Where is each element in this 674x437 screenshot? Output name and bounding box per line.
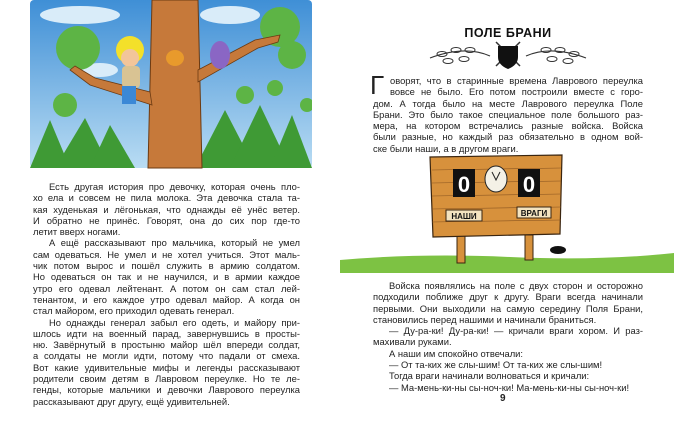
page-number: 9 xyxy=(500,393,506,404)
text-line: утро его одевал лейтенант. А потом он сам стал лей- xyxy=(33,282,300,294)
text-line: Тогда враги начинали волноваться и кричали: xyxy=(389,370,590,382)
text-line: Вот какие удивительные мифы и легенды рассказывают xyxy=(33,361,300,373)
enemy-label: ВРАГИ xyxy=(520,209,548,218)
text-line: махивали руками. xyxy=(373,336,452,348)
text-line: становились перед нашими и начинали браниться. xyxy=(373,313,597,325)
boy-in-tree-illustration xyxy=(30,0,312,170)
text-line: — Ма-мень-ки-ны сы-ноч-ки! Ма-мень-ки-ны сы-ноч-ки! xyxy=(389,381,630,393)
text-line: мера, на котором встречались разные войска. Войска xyxy=(373,120,643,132)
text-line: А наши им спокойно отвечали: xyxy=(389,347,524,359)
text-line: — От та-ких же слы-шим! От та-ких же слы-шим! xyxy=(389,359,603,371)
text-line: Но однажды генерал забыл его одеть, и майору при- xyxy=(49,316,300,328)
battle-text xyxy=(373,280,643,393)
text-line: Войска появлялись на поле с двух сторон и осторожно xyxy=(389,280,643,291)
text-line: летит вверх ногами. xyxy=(33,226,121,238)
text-line: ске были наши, а в другом враги. xyxy=(373,142,519,154)
text-line: тенантом, и его каждое утро одевал майор. А когда он xyxy=(33,293,300,305)
text-line: подходили поближе друг к другу. Враги всегда начинали xyxy=(373,291,643,303)
text-line: Но одеваться он так и не научился, и в армии каждое xyxy=(33,271,300,283)
text-line: ню. Завёрнутый в простыню майор шёл впереди солдат, xyxy=(33,339,300,351)
text-line: родители своим детям в Лавровом переулке. Но те ле- xyxy=(33,373,300,385)
left-page-text xyxy=(33,181,300,407)
text-line: — Ду-ра-ки! Ду-ра-ки! — кричали враги хором. И раз- xyxy=(389,325,643,337)
text-line: первыми. Они выходили на самую середину Поля Брани, xyxy=(373,302,643,314)
text-line: шлось идти на военный парад, завернувшись в просты- xyxy=(33,327,300,339)
text-line: вовсе не было. Его потом построили вместе с горо- xyxy=(390,86,643,98)
our-score: 0 xyxy=(457,172,471,197)
text-line: а солдаты не могли идти, потому что падали от смеха. xyxy=(33,350,300,362)
shield-swords-ornament xyxy=(420,40,596,70)
text-line: А ещё рассказывают про мальчика, который не умел xyxy=(49,237,300,249)
our-label: НАШИ xyxy=(451,212,477,221)
text-line: генды, которые мальчики и девочки Лаврового переулка xyxy=(33,384,300,396)
enemy-score: 0 xyxy=(522,172,536,197)
text-line: дом. А тогда было на месте Лаврового переулка Поле xyxy=(373,97,643,109)
drop-cap: Г xyxy=(370,70,385,100)
text-line: И обратно не принёс. Говорят, она до сих пор где-то xyxy=(33,214,300,226)
text-line: оворят, что в старинные времена Лаврового переулка xyxy=(390,75,643,86)
text-line: кая худенькая и лёгонькая, что однажды её унёс ветер. xyxy=(33,203,300,215)
text-line: Есть другая история про девочку, которая очень пло- xyxy=(49,181,300,192)
chapter-title: ПОЛЕ БРАНИ xyxy=(464,26,552,40)
text-line: были разные, но каждый раз обязательно в одном вой- xyxy=(373,131,643,143)
text-line: стал майором, его приходил одевать генерал. xyxy=(33,305,235,317)
text-line: хо ела и совсем не пила молока. Эта девочка стала та- xyxy=(33,192,300,204)
text-line: сам одеваться. Не умел и не хотел учиться. Этот маль- xyxy=(33,248,300,260)
text-line: чик потом вырос и пошёл служить в армию солдатом. xyxy=(33,260,300,272)
intro-paragraph xyxy=(370,70,643,154)
text-line: Брани. Это было такое специальное поле большого раз- xyxy=(373,108,643,120)
scoreboard-illustration xyxy=(340,150,674,275)
text-line: рассказывают друг другу, ещё удивительней. xyxy=(33,395,230,407)
